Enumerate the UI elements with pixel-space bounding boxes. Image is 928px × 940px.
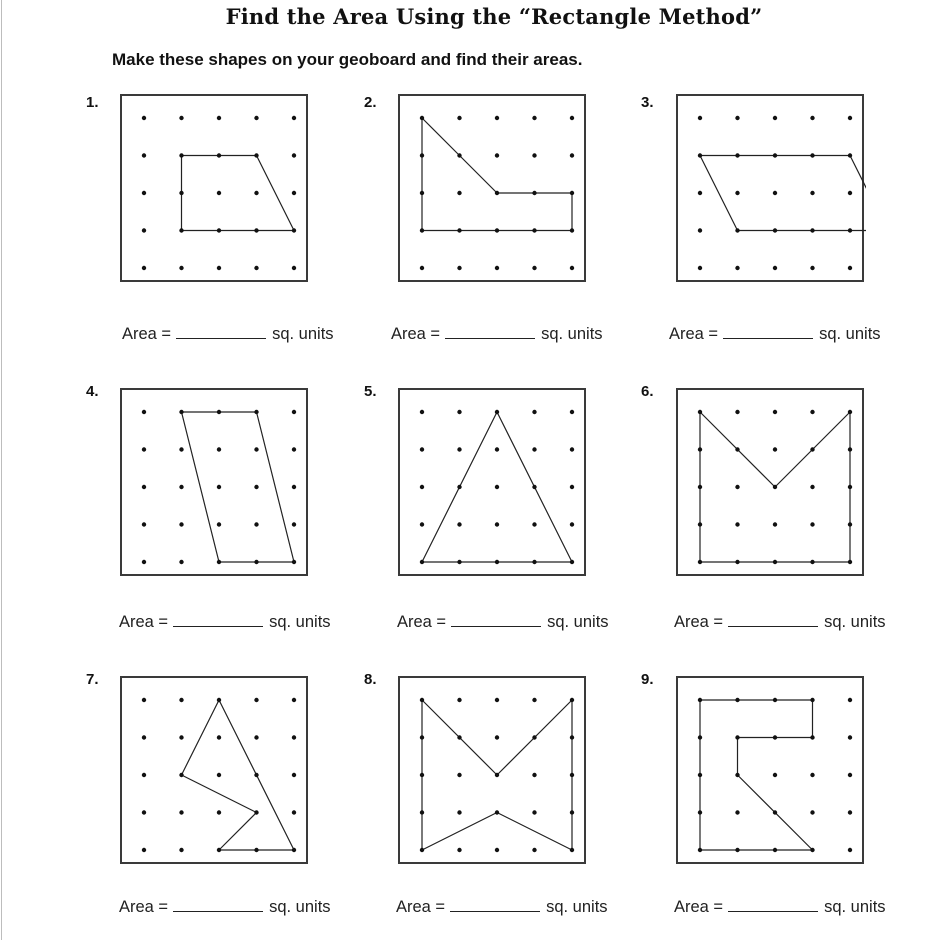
peg-dot xyxy=(179,560,183,564)
peg-dot xyxy=(495,522,499,526)
peg-dot xyxy=(773,773,777,777)
answer-blank[interactable] xyxy=(728,625,818,627)
peg-dot xyxy=(532,485,536,489)
peg-dot xyxy=(142,698,146,702)
area-answer-line xyxy=(674,613,914,632)
peg-dot xyxy=(179,773,183,777)
peg-dot xyxy=(810,228,814,232)
peg-dot xyxy=(217,410,221,414)
peg-dot xyxy=(179,698,183,702)
peg-dot xyxy=(532,228,536,232)
peg-dot xyxy=(570,447,574,451)
peg-dot xyxy=(254,153,258,157)
area-label: Area = xyxy=(669,325,719,343)
problem-number: 5. xyxy=(364,383,377,400)
peg-dot xyxy=(735,410,739,414)
peg-dot xyxy=(292,266,296,270)
geoboard-figure xyxy=(400,96,588,284)
peg-dot xyxy=(254,485,258,489)
peg-dot xyxy=(254,266,258,270)
peg-dot xyxy=(848,485,852,489)
answer-blank[interactable] xyxy=(728,910,818,912)
units-label: sq. units xyxy=(269,613,331,631)
peg-dot xyxy=(532,773,536,777)
geoboard xyxy=(120,676,308,864)
peg-dot xyxy=(698,228,702,232)
problem-number: 1. xyxy=(86,94,99,111)
peg-dot xyxy=(735,153,739,157)
peg-dot xyxy=(810,191,814,195)
problem-number: 4. xyxy=(86,383,99,400)
peg-dot xyxy=(495,266,499,270)
units-label: sq. units xyxy=(269,898,331,916)
instructions: Make these shapes on your geoboard and find their areas. xyxy=(112,50,583,69)
peg-dot xyxy=(735,773,739,777)
peg-dot xyxy=(773,560,777,564)
peg-dot xyxy=(570,410,574,414)
peg-dot xyxy=(292,773,296,777)
peg-dot xyxy=(254,522,258,526)
area-label: Area = xyxy=(119,898,169,916)
problem-number: 2. xyxy=(364,94,377,111)
peg-dot xyxy=(810,848,814,852)
peg-dot xyxy=(495,116,499,120)
peg-dot xyxy=(532,116,536,120)
peg-dot xyxy=(810,810,814,814)
area-answer-line xyxy=(391,325,631,344)
peg-dot xyxy=(217,485,221,489)
peg-dot xyxy=(179,522,183,526)
area-answer-line xyxy=(396,898,636,917)
peg-dot xyxy=(217,810,221,814)
peg-dot xyxy=(735,447,739,451)
problem-number: 9. xyxy=(641,671,654,688)
area-label: Area = xyxy=(119,613,169,631)
peg-dot xyxy=(532,153,536,157)
area-label: Area = xyxy=(674,613,724,631)
peg-dot xyxy=(142,485,146,489)
peg-dot xyxy=(495,153,499,157)
geoboard xyxy=(120,388,308,576)
peg-dot xyxy=(457,735,461,739)
peg-dot xyxy=(179,153,183,157)
answer-blank[interactable] xyxy=(451,625,541,627)
peg-dot xyxy=(142,735,146,739)
peg-dot xyxy=(457,773,461,777)
band-shape xyxy=(700,156,866,231)
peg-dot xyxy=(495,735,499,739)
band-shape xyxy=(422,118,572,231)
peg-dot xyxy=(420,560,424,564)
peg-dot xyxy=(848,522,852,526)
area-label: Area = xyxy=(122,325,172,343)
geoboard-figure xyxy=(122,390,310,578)
area-answer-line xyxy=(119,613,359,632)
peg-dot xyxy=(848,698,852,702)
peg-dot xyxy=(495,848,499,852)
peg-dot xyxy=(217,848,221,852)
peg-dot xyxy=(735,560,739,564)
peg-dot xyxy=(420,848,424,852)
peg-dot xyxy=(810,410,814,414)
peg-dot xyxy=(420,116,424,120)
geoboard xyxy=(676,388,864,576)
geoboard xyxy=(120,94,308,282)
peg-dot xyxy=(532,848,536,852)
peg-dot xyxy=(570,228,574,232)
peg-dot xyxy=(735,810,739,814)
peg-dot xyxy=(495,228,499,232)
geoboard xyxy=(398,676,586,864)
peg-dot xyxy=(848,848,852,852)
peg-dot xyxy=(292,735,296,739)
area-label: Area = xyxy=(396,898,446,916)
peg-dot xyxy=(292,116,296,120)
peg-dot xyxy=(570,522,574,526)
problem-number: 8. xyxy=(364,671,377,688)
peg-dot xyxy=(810,560,814,564)
peg-dot xyxy=(457,191,461,195)
peg-dot xyxy=(217,698,221,702)
peg-dot xyxy=(698,191,702,195)
area-label: Area = xyxy=(674,898,724,916)
peg-dot xyxy=(698,485,702,489)
peg-dot xyxy=(142,848,146,852)
peg-dot xyxy=(698,560,702,564)
peg-dot xyxy=(773,848,777,852)
peg-dot xyxy=(570,485,574,489)
peg-dot xyxy=(420,266,424,270)
geoboard-figure xyxy=(400,390,588,578)
peg-dot xyxy=(217,153,221,157)
peg-dot xyxy=(735,191,739,195)
peg-dot xyxy=(570,560,574,564)
peg-dot xyxy=(810,153,814,157)
peg-dot xyxy=(735,735,739,739)
units-label: sq. units xyxy=(546,898,608,916)
peg-dot xyxy=(457,266,461,270)
peg-dot xyxy=(292,153,296,157)
peg-dot xyxy=(495,698,499,702)
peg-dot xyxy=(495,410,499,414)
problem-number: 3. xyxy=(641,94,654,111)
peg-dot xyxy=(179,410,183,414)
peg-dot xyxy=(810,116,814,120)
band-shape xyxy=(182,700,295,850)
peg-dot xyxy=(532,735,536,739)
peg-dot xyxy=(773,810,777,814)
units-label: sq. units xyxy=(272,325,334,343)
peg-dot xyxy=(848,773,852,777)
peg-dot xyxy=(457,848,461,852)
peg-dot xyxy=(810,266,814,270)
area-answer-line xyxy=(122,325,362,344)
peg-dot xyxy=(457,410,461,414)
peg-dot xyxy=(292,560,296,564)
peg-dot xyxy=(848,228,852,232)
peg-dot xyxy=(495,773,499,777)
peg-dot xyxy=(773,153,777,157)
geoboard-figure xyxy=(678,390,866,578)
peg-dot xyxy=(420,773,424,777)
peg-dot xyxy=(532,447,536,451)
peg-dot xyxy=(254,116,258,120)
peg-dot xyxy=(773,447,777,451)
area-answer-line xyxy=(397,613,637,632)
peg-dot xyxy=(142,153,146,157)
peg-dot xyxy=(142,191,146,195)
peg-dot xyxy=(735,116,739,120)
peg-dot xyxy=(254,810,258,814)
units-label: sq. units xyxy=(819,325,881,343)
band-shape xyxy=(182,412,295,562)
peg-dot xyxy=(495,191,499,195)
peg-dot xyxy=(457,447,461,451)
peg-dot xyxy=(217,266,221,270)
units-label: sq. units xyxy=(824,613,886,631)
peg-dot xyxy=(179,447,183,451)
peg-dot xyxy=(254,410,258,414)
peg-dot xyxy=(179,116,183,120)
peg-dot xyxy=(532,266,536,270)
units-label: sq. units xyxy=(547,613,609,631)
peg-dot xyxy=(810,522,814,526)
peg-dot xyxy=(570,116,574,120)
peg-dot xyxy=(254,560,258,564)
peg-dot xyxy=(254,773,258,777)
geoboard-figure xyxy=(122,678,310,866)
peg-dot xyxy=(698,266,702,270)
peg-dot xyxy=(142,410,146,414)
peg-dot xyxy=(420,191,424,195)
peg-dot xyxy=(179,810,183,814)
peg-dot xyxy=(292,410,296,414)
peg-dot xyxy=(292,698,296,702)
peg-dot xyxy=(420,485,424,489)
peg-dot xyxy=(810,447,814,451)
problem-number: 7. xyxy=(86,671,99,688)
peg-dot xyxy=(532,560,536,564)
peg-dot xyxy=(810,485,814,489)
peg-dot xyxy=(217,191,221,195)
peg-dot xyxy=(420,447,424,451)
peg-dot xyxy=(698,116,702,120)
peg-dot xyxy=(570,153,574,157)
peg-dot xyxy=(570,773,574,777)
peg-dot xyxy=(179,735,183,739)
peg-dot xyxy=(773,266,777,270)
answer-blank[interactable] xyxy=(445,337,535,339)
band-shape xyxy=(700,700,813,850)
peg-dot xyxy=(420,698,424,702)
peg-dot xyxy=(254,698,258,702)
peg-dot xyxy=(254,191,258,195)
peg-dot xyxy=(142,522,146,526)
peg-dot xyxy=(495,560,499,564)
units-label: sq. units xyxy=(824,898,886,916)
peg-dot xyxy=(254,735,258,739)
peg-dot xyxy=(142,810,146,814)
peg-dot xyxy=(254,848,258,852)
peg-dot xyxy=(292,810,296,814)
peg-dot xyxy=(292,228,296,232)
peg-dot xyxy=(217,116,221,120)
area-answer-line xyxy=(119,898,359,917)
geoboard xyxy=(398,94,586,282)
peg-dot xyxy=(532,698,536,702)
peg-dot xyxy=(420,522,424,526)
peg-dot xyxy=(735,848,739,852)
peg-dot xyxy=(735,266,739,270)
area-label: Area = xyxy=(397,613,447,631)
peg-dot xyxy=(495,485,499,489)
geoboard xyxy=(676,94,864,282)
units-label: sq. units xyxy=(541,325,603,343)
peg-dot xyxy=(848,810,852,814)
peg-dot xyxy=(420,810,424,814)
peg-dot xyxy=(570,848,574,852)
peg-dot xyxy=(773,410,777,414)
peg-dot xyxy=(848,153,852,157)
peg-dot xyxy=(292,848,296,852)
answer-blank[interactable] xyxy=(176,337,266,339)
page-edge xyxy=(1,0,2,940)
peg-dot xyxy=(698,735,702,739)
answer-blank[interactable] xyxy=(173,910,263,912)
peg-dot xyxy=(457,522,461,526)
peg-dot xyxy=(570,266,574,270)
peg-dot xyxy=(735,485,739,489)
peg-dot xyxy=(773,228,777,232)
peg-dot xyxy=(698,810,702,814)
peg-dot xyxy=(457,485,461,489)
peg-dot xyxy=(420,410,424,414)
geoboard xyxy=(398,388,586,576)
peg-dot xyxy=(179,228,183,232)
peg-dot xyxy=(179,266,183,270)
peg-dot xyxy=(810,698,814,702)
peg-dot xyxy=(179,848,183,852)
peg-dot xyxy=(735,698,739,702)
geoboard-figure xyxy=(122,96,310,284)
peg-dot xyxy=(570,698,574,702)
peg-dot xyxy=(217,560,221,564)
peg-dot xyxy=(292,485,296,489)
peg-dot xyxy=(698,698,702,702)
peg-dot xyxy=(848,560,852,564)
answer-blank[interactable] xyxy=(173,625,263,627)
peg-dot xyxy=(217,228,221,232)
peg-dot xyxy=(457,698,461,702)
area-answer-line xyxy=(669,325,909,344)
peg-dot xyxy=(698,410,702,414)
peg-dot xyxy=(532,522,536,526)
peg-dot xyxy=(698,848,702,852)
peg-dot xyxy=(532,191,536,195)
page-title: Find the Area Using the “Rectangle Method” xyxy=(225,4,763,29)
peg-dot xyxy=(848,735,852,739)
peg-dot xyxy=(420,735,424,739)
peg-dot xyxy=(773,191,777,195)
geoboard-figure xyxy=(400,678,588,866)
peg-dot xyxy=(773,116,777,120)
geoboard xyxy=(676,676,864,864)
peg-dot xyxy=(773,522,777,526)
peg-dot xyxy=(179,191,183,195)
peg-dot xyxy=(457,810,461,814)
peg-dot xyxy=(532,410,536,414)
peg-dot xyxy=(570,810,574,814)
peg-dot xyxy=(254,447,258,451)
geoboard-figure xyxy=(678,96,866,284)
peg-dot xyxy=(217,522,221,526)
peg-dot xyxy=(420,228,424,232)
peg-dot xyxy=(292,522,296,526)
problem-number: 6. xyxy=(641,383,654,400)
band-shape xyxy=(182,156,295,231)
peg-dot xyxy=(848,191,852,195)
peg-dot xyxy=(292,447,296,451)
peg-dot xyxy=(698,447,702,451)
peg-dot xyxy=(773,698,777,702)
peg-dot xyxy=(142,560,146,564)
peg-dot xyxy=(217,735,221,739)
peg-dot xyxy=(532,810,536,814)
peg-dot xyxy=(142,116,146,120)
peg-dot xyxy=(570,191,574,195)
geoboard-figure xyxy=(678,678,866,866)
peg-dot xyxy=(735,522,739,526)
peg-dot xyxy=(570,735,574,739)
peg-dot xyxy=(142,266,146,270)
peg-dot xyxy=(457,560,461,564)
answer-blank[interactable] xyxy=(450,910,540,912)
peg-dot xyxy=(457,116,461,120)
peg-dot xyxy=(698,773,702,777)
peg-dot xyxy=(773,735,777,739)
peg-dot xyxy=(292,191,296,195)
peg-dot xyxy=(810,773,814,777)
peg-dot xyxy=(810,735,814,739)
peg-dot xyxy=(217,447,221,451)
peg-dot xyxy=(848,447,852,451)
peg-dot xyxy=(142,773,146,777)
peg-dot xyxy=(495,810,499,814)
peg-dot xyxy=(420,153,424,157)
peg-dot xyxy=(457,228,461,232)
peg-dot xyxy=(142,228,146,232)
peg-dot xyxy=(142,447,146,451)
peg-dot xyxy=(698,522,702,526)
peg-dot xyxy=(217,773,221,777)
peg-dot xyxy=(457,153,461,157)
peg-dot xyxy=(735,228,739,232)
peg-dot xyxy=(495,447,499,451)
peg-dot xyxy=(698,153,702,157)
peg-dot xyxy=(848,116,852,120)
answer-blank[interactable] xyxy=(723,337,813,339)
area-answer-line xyxy=(674,898,914,917)
peg-dot xyxy=(848,410,852,414)
peg-dot xyxy=(254,228,258,232)
peg-dot xyxy=(773,485,777,489)
peg-dot xyxy=(179,485,183,489)
area-label: Area = xyxy=(391,325,441,343)
peg-dot xyxy=(848,266,852,270)
